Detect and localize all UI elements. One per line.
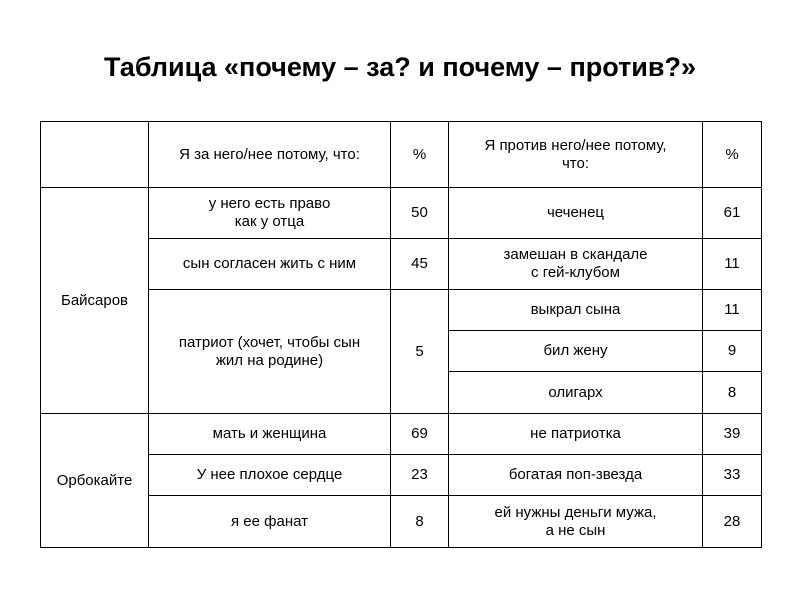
against-percent-cell: 11	[703, 290, 762, 331]
for-reason-cell: У нее плохое сердце	[149, 455, 391, 496]
against-percent-cell: 33	[703, 455, 762, 496]
for-percent-cell: 23	[391, 455, 449, 496]
for-percent-cell: 5	[391, 290, 449, 414]
group-name-orbokayte: Орбокайте	[41, 414, 149, 548]
table-row	[41, 414, 762, 455]
against-reason-cell: замешан в скандале с гей-клубом	[449, 239, 703, 290]
against-percent-cell: 28	[703, 496, 762, 548]
against-reason-cell: не патриотка	[449, 414, 703, 455]
header-for-percent: %	[391, 122, 449, 188]
header-blank-cell	[41, 122, 149, 188]
against-reason-cell: ей нужны деньги мужа, а не сын	[449, 496, 703, 548]
for-reason-cell: мать и женщина	[149, 414, 391, 455]
against-percent-cell: 11	[703, 239, 762, 290]
page-title: Таблица «почему – за? и почему – против?»	[103, 52, 696, 82]
against-reason-cell: чеченец	[449, 188, 703, 239]
header-against-percent: %	[703, 122, 762, 188]
for-reason-cell: сын согласен жить с ним	[149, 239, 391, 290]
table-row	[41, 455, 762, 496]
against-reason-cell: выкрал сына	[449, 290, 703, 331]
against-percent-cell: 39	[703, 414, 762, 455]
against-reason-cell: богатая поп-звезда	[449, 455, 703, 496]
for-percent-cell: 45	[391, 239, 449, 290]
for-percent-cell: 50	[391, 188, 449, 239]
for-reason-cell: я ее фанат	[149, 496, 391, 548]
survey-table	[40, 121, 762, 548]
against-percent-cell: 8	[703, 372, 762, 414]
against-percent-cell: 61	[703, 188, 762, 239]
for-reason-cell: у него есть право как у отца	[149, 188, 391, 239]
table-row	[41, 239, 762, 290]
for-reason-cell: патриот (хочет, чтобы сын жил на родине)	[149, 290, 391, 414]
header-row	[41, 122, 762, 188]
against-percent-cell: 9	[703, 331, 762, 372]
group-name-baysarov: Байсаров	[41, 188, 149, 414]
table-row	[41, 290, 762, 331]
against-reason-cell: олигарх	[449, 372, 703, 414]
against-reason-cell: бил жену	[449, 331, 703, 372]
header-against-reason: Я против него/нее потому, что:	[449, 122, 703, 188]
for-percent-cell: 8	[391, 496, 449, 548]
header-for-reason: Я за него/нее потому, что:	[149, 122, 391, 188]
for-percent-cell: 69	[391, 414, 449, 455]
table-row	[41, 188, 762, 239]
table-row	[41, 496, 762, 548]
